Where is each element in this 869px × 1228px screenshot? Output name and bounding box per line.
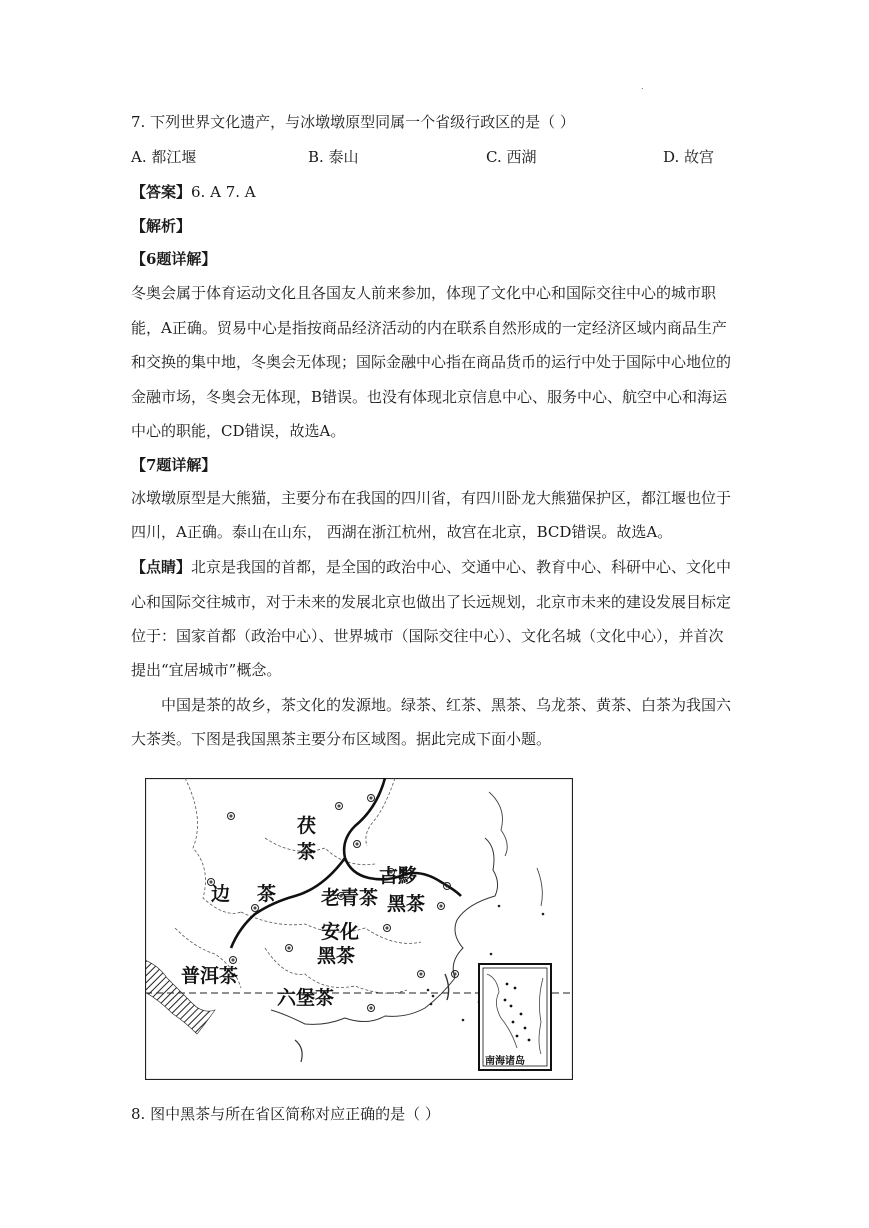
analysis-tag: 【解析】 — [131, 217, 192, 235]
south-sea-label: 南海诸岛 — [485, 1056, 525, 1067]
south-sea-islands-inset — [479, 964, 551, 1070]
question-7-option-b: B. 泰山 — [308, 148, 359, 166]
lao-qing-cha-label: 老青茶 — [321, 887, 379, 909]
header-mark: . — [641, 82, 644, 91]
bian-cha-label-1: 边 — [211, 883, 231, 905]
fu-cha-label-2: 茶 — [297, 841, 317, 863]
question-7-option-d: D. 故宫 — [663, 148, 715, 166]
q6-detail-line: 能，A正确。贸易中心是指按商品经济活动的内在联系自然形成的一定经济区域内商品生产 — [131, 319, 727, 337]
an-hua-hei-cha-label: 黑茶 — [317, 945, 356, 967]
question-7-option-a: A. 都江堰 — [131, 148, 197, 166]
pu-er-cha-label: 普洱茶 — [181, 965, 239, 987]
q6-detail-line: 和交换的集中地，冬奥会无体现；国际金融中心指在商品货币的运行中处于国际中心地位的 — [131, 353, 732, 371]
comment-text: 北京是我国的首都，是全国的政治中心、交通中心、教育中心、科研中心、文化中 — [191, 558, 732, 576]
q7-detail-tag: 【7题详解】 — [131, 456, 217, 474]
dark-tea-distribution-map — [145, 778, 573, 1080]
q6-detail-line: 金融市场，冬奥会无体现，B错误。也没有体现北京信息中心、服务中心、航空中心和海运 — [131, 388, 728, 406]
q6-detail-tag: 【6题详解】 — [131, 250, 217, 268]
question-7-stem: 7. 下列世界文化遗产，与冰墩墩原型同属一个省级行政区的是（ ） — [131, 113, 575, 131]
question-8-stem: 8. 图中黑茶与所在省区简称对应正确的是（ ） — [131, 1105, 440, 1123]
answer-text: 6. A 7. A — [191, 183, 256, 201]
q6-detail-line: 中心的职能，CD错误，故选A。 — [131, 422, 346, 440]
question-7-option-c: C. 西湖 — [486, 148, 537, 166]
answer-line — [131, 182, 256, 202]
bian-cha-label-2: 茶 — [257, 883, 277, 905]
intro-line: 中国是茶的故乡，茶文化的发源地。绿茶、红茶、黑茶、乌龙茶、黄茶、白茶为我国六 — [161, 696, 732, 714]
comment-line — [131, 557, 731, 577]
q7-detail-line: 四川，A正确。泰山在山东， 西湖在浙江杭州，故宫在北京，BCD错误。故选A。 — [131, 523, 673, 541]
gu-yi-label: 古黟 — [379, 865, 418, 887]
comment-tag: 【点睛】 — [131, 558, 192, 576]
fu-cha-label-1: 茯 — [297, 815, 317, 837]
comment-line: 提出“宜居城市”概念。 — [131, 661, 282, 679]
comment-line: 心和国际交往城市，对于未来的发展北京也做出了长远规划，北京市未来的建设发展目标定 — [131, 593, 732, 611]
comment-line: 位于：国家首都（政治中心）、世界城市（国际交往中心）、文化名城（文化中心），并首次 — [131, 627, 724, 645]
answer-tag: 【答案】 — [131, 183, 192, 201]
q6-detail-line: 冬奥会属于体育运动文化且各国友人前来参加，体现了文化中心和国际交往中心的城市职 — [131, 284, 717, 302]
intro-line: 大茶类。下图是我国黑茶主要分布区域图。据此完成下面小题。 — [131, 730, 552, 748]
gu-yi-hei-cha-label: 黑茶 — [387, 893, 426, 915]
liu-bao-cha-label: 六堡茶 — [277, 987, 335, 1009]
q7-detail-line: 冰墩墩原型是大熊猫，主要分布在我国的四川省，有四川卧龙大熊猫保护区，都江堰也位于 — [131, 489, 732, 507]
an-hua-label: 安化 — [321, 921, 360, 943]
